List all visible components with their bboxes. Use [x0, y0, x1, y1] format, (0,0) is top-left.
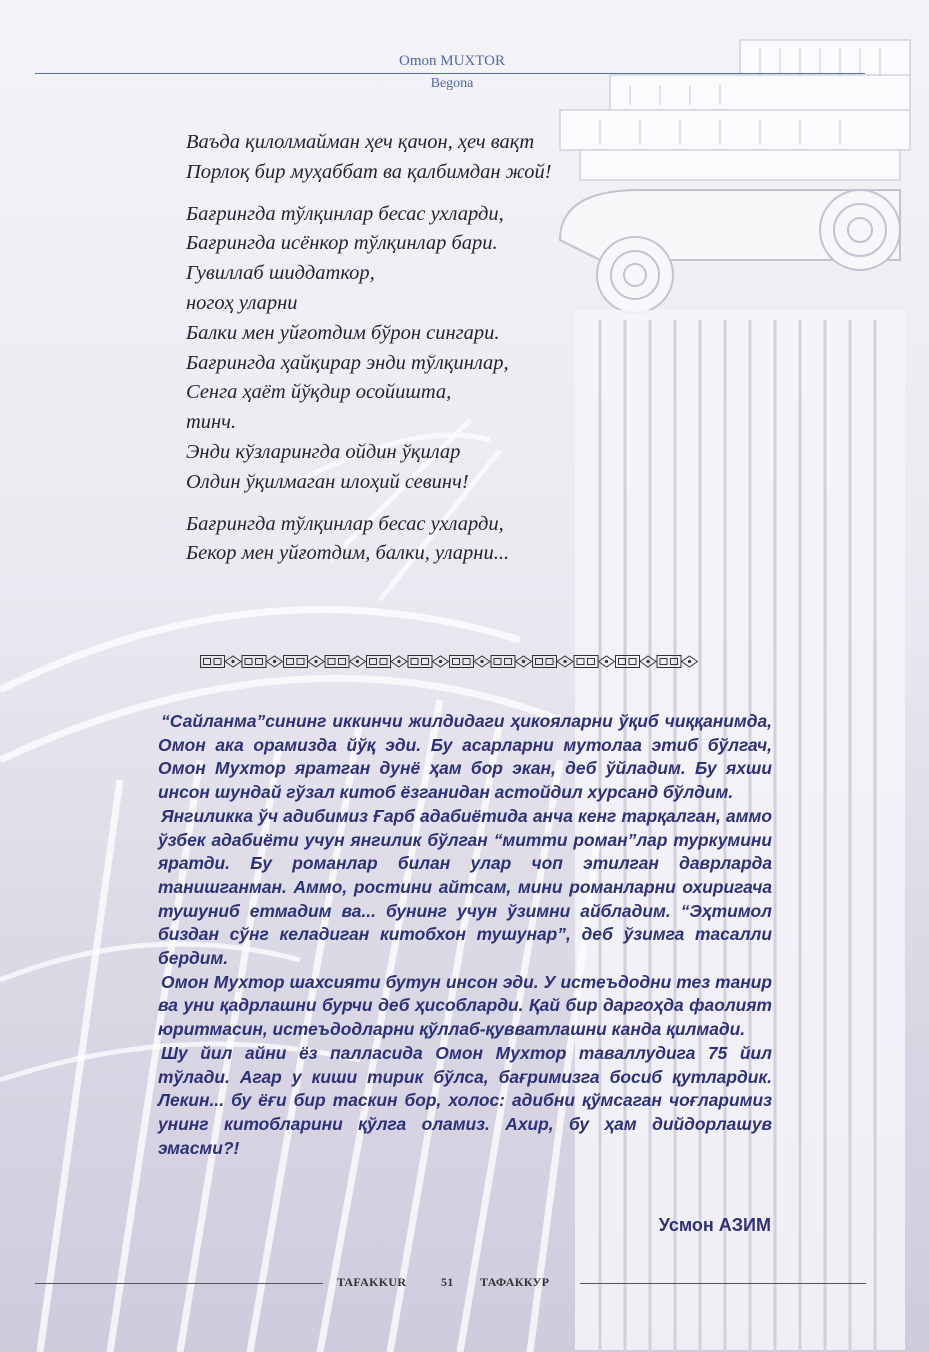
poem — [186, 128, 686, 581]
page-number: 51 — [441, 1275, 454, 1289]
poem-line: Олдин ўқилмаган илоҳий севинч! — [186, 470, 469, 493]
footer-magazine-cyrillic: ТАФАККУР — [480, 1275, 550, 1289]
poem-line: Бағрингда тўлқинлар бесас ухларди, — [186, 202, 504, 225]
poem-line: Порлоқ бир муҳаббат ва қалбимдан жой! — [186, 160, 552, 183]
author-name: Omon MUXTOR — [399, 53, 505, 69]
poem-stanza — [186, 128, 686, 188]
poem-line: ногоҳ уларни — [186, 291, 298, 314]
poem-line: Гувиллаб шиддаткор, — [186, 262, 375, 285]
footer-rule-left — [35, 1283, 323, 1284]
essay-paragraph: Шу йил айни ёз палласида Омон Мухтор таваллудига 75 йил тўлади. Агар у киши тирик бўлса, бағримизга босиб қутлардик. Лекин... бу ёғи бир таскин бор, холос: адибни қўмсаган чоғларимиз унинг китобларини қўлга оламиз. Ахир, бу ҳам дийдорлашув эмасми?! — [158, 1042, 772, 1158]
essay-text — [158, 710, 772, 1160]
section-divider-ornament — [200, 655, 698, 668]
poem-line: Бағрингда исёнкор тўлқинлар бари. — [186, 232, 498, 255]
poem-stanza — [186, 510, 686, 570]
essay-paragraph: Омон Мухтор шахсияти бутун инсон эди. У истеъдодни тез танир ва уни қадрлашни бурчи деб ҳисобларди. Қай бир даргоҳда фаолият юритмасин, истеъдодларни қўллаб-қувватлашни канда қилмади. — [158, 971, 772, 1040]
essay-paragraph: Янгиликка ўч адибимиз Ғарб адабиётида анча кенг тарқалган, аммо ўзбек адабиёти учун янгилик бўлган “митти роман”лар туркумини яратди. Бу романлар билан улар чоп этилган даврларда танишганман. Аммо, ростини айтсам, мини романларни охиригача тушуниб етмадим ва... бунинг учун ўзимни айбладим. “Эҳтимол биздан сўнг келадиган китобхон тушунар”, деб ўзимга тасалли бердим. — [158, 805, 772, 969]
footer-rule-right — [580, 1283, 866, 1284]
footer-magazine-latin: TAFAKKUR — [337, 1275, 407, 1289]
essay-signature: Усмон АЗИМ — [658, 1215, 771, 1235]
essay-paragraph: “Сайланма”сининг иккинчи жилдидаги ҳикояларни ўқиб чиққанимда, Омон ака орамизда йўқ эди. Бу асарларни мутолаа этиб бўлгач, Омон Мухтор яратган дунё ҳам бор экан, деб ўйладим. Бу яхши инсон шундай гўзал китоб ёзганидан астойдил хурсанд бўлдим. — [158, 711, 772, 803]
poem-line: Ваъда қилолмайман ҳеч қачон, ҳеч вақт — [186, 131, 535, 153]
work-title: Begona — [430, 76, 474, 91]
header-rule — [35, 73, 865, 74]
poem-line: Балки мен уйғотдим бўрон сингари. — [186, 321, 500, 344]
poem-line: Бағрингда тўлқинлар бесас ухларди, — [186, 512, 504, 535]
poem-line: Энди кўзларингда ойдин ўқилар — [186, 440, 461, 463]
poem-line: Бағрингда ҳайқирар энди тўлқинлар, — [186, 351, 509, 374]
poem-line: Сенга ҳаёт йўқдир осойишта, — [186, 381, 452, 404]
poem-line: тинч. — [186, 411, 237, 434]
poem-line: Бекор мен уйғотдим, балки, уларни... — [186, 542, 510, 565]
poem-stanza — [186, 200, 686, 498]
